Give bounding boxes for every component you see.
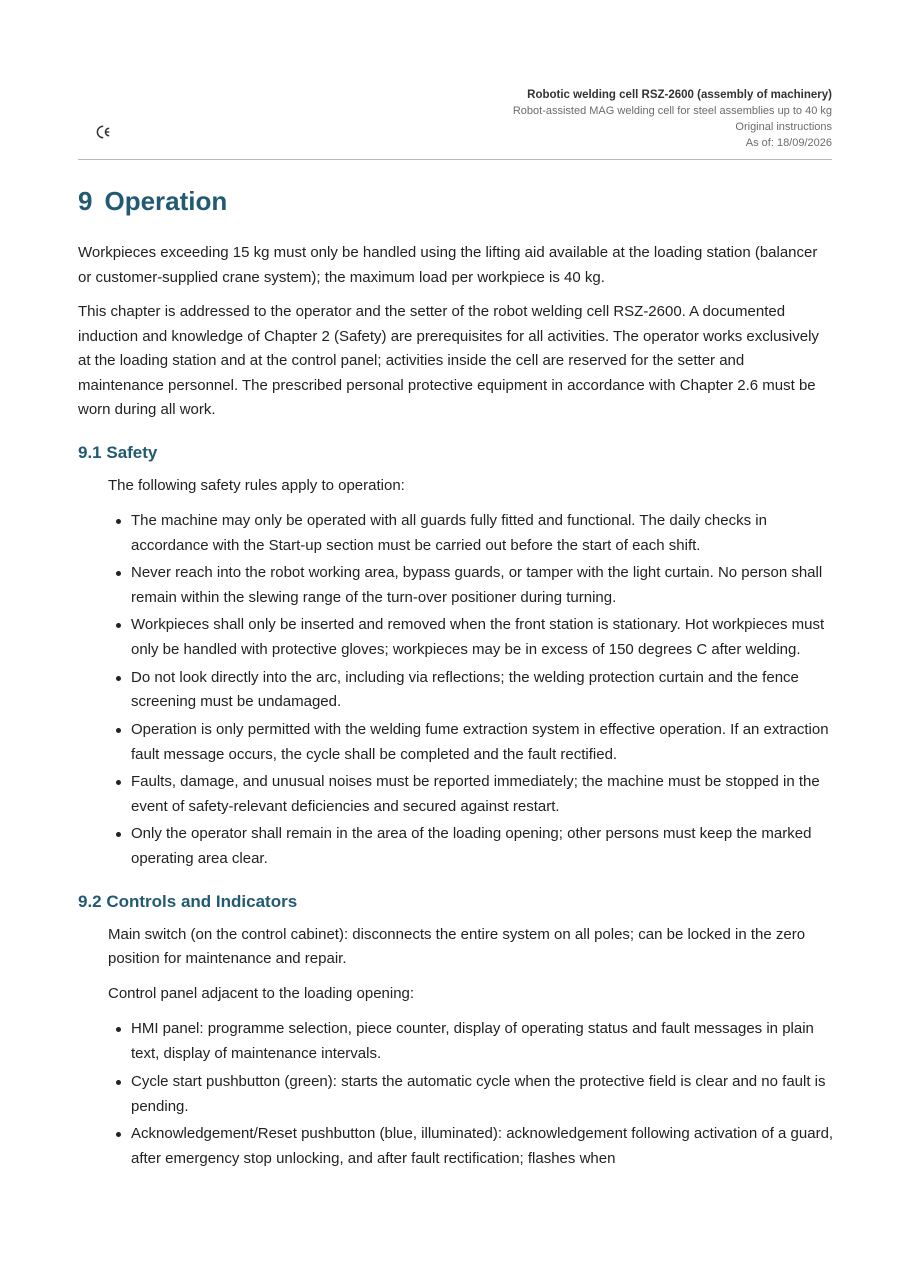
header-meta	[513, 87, 832, 151]
list-item: Only the operator shall remain in the area of the loading opening; other persons must keep the marked operating area clear.	[131, 822, 834, 872]
list-item: Never reach into the robot working area, bypass guards, or tamper with the light curtain. No person shall remain within the slewing range of the turn-over positioner during turning.	[131, 561, 834, 611]
document-title: Robotic welding cell RSZ-2600 (assembly of machinery)	[527, 89, 832, 101]
list-item: Workpieces shall only be inserted and removed when the front station is stationary. Hot workpieces must only be handled with protective gloves; workpieces may be in excess of 150 degrees C after welding.	[131, 613, 834, 663]
list-item: Faults, damage, and unusual noises must be reported immediately; the machine must be stopped in the event of safety-relevant deficiencies and secured against restart.	[131, 770, 834, 820]
list-item: Acknowledgement/Reset pushbutton (blue, illuminated): acknowledgement following activation of a guard, after emergency stop unlocking, and after fault rectification; flashes when	[131, 1122, 834, 1172]
section-paragraph: Main switch (on the control cabinet): disconnects the entire system on all poles; can be locked in the zero position for maintenance and repair.	[108, 925, 806, 968]
page-header	[78, 87, 832, 160]
chapter-paragraph: Workpieces exceeding 15 kg must only be handled using the lifting aid available at the loading station (balancer or customer-supplied crane system); the maximum load per workpiece is 40 kg.	[78, 244, 818, 286]
list-item: HMI panel: programme selection, piece counter, display of operating status and fault messages in plain text, display of maintenance intervals.	[131, 1017, 834, 1067]
chapter-heading	[78, 183, 834, 219]
chapter-number: 9	[78, 186, 93, 216]
section-heading: 9.2 Controls and Indicators	[78, 891, 298, 911]
section-paragraph: Control panel adjacent to the loading opening:	[108, 984, 415, 1002]
safety-rules-list	[78, 509, 834, 872]
section-heading: 9.1 Safety	[78, 442, 158, 462]
section-safety	[78, 441, 834, 872]
controls-list	[78, 1017, 834, 1172]
section-intro: The following safety rules apply to operation:	[108, 476, 405, 494]
document-subtitle: Robot-assisted MAG welding cell for steel assemblies up to 40 kg	[512, 105, 832, 117]
list-item: The machine may only be operated with all guards fully fitted and functional. The daily checks in accordance with the Start-up section must be carried out before the start of each shift.	[131, 509, 834, 559]
list-item: Do not look directly into the arc, including via reflections; the welding protection curtain and the fence screening must be undamaged.	[131, 666, 834, 716]
list-item: Cycle start pushbutton (green): starts the automatic cycle when the protective field is clear and no fault is pending.	[131, 1070, 834, 1120]
chapter-title: Operation	[104, 186, 228, 216]
list-item: Operation is only permitted with the welding fume extraction system in effective operation. If an extraction fault message occurs, the cycle shall be completed and the fault rectified.	[131, 718, 834, 768]
document-type: Original instructions	[735, 121, 832, 133]
ce-mark-icon	[96, 124, 112, 140]
chapter-paragraph: This chapter is addressed to the operator and the setter of the robot welding cell RSZ-2600. A documented induction and knowledge of Chapter 2 (Safety) are prerequisites for all activities. The operator works exclusively at the loading station and at the control panel; activities inside the cell are reserved for the setter and maintenance personnel. The prescribed personal protective equipment in accordance with Chapter 2.6 must be worn during all work.	[78, 303, 819, 418]
section-controls	[78, 890, 834, 1172]
document-date: As of: 18/09/2026	[745, 137, 832, 149]
page-content	[78, 183, 834, 1182]
